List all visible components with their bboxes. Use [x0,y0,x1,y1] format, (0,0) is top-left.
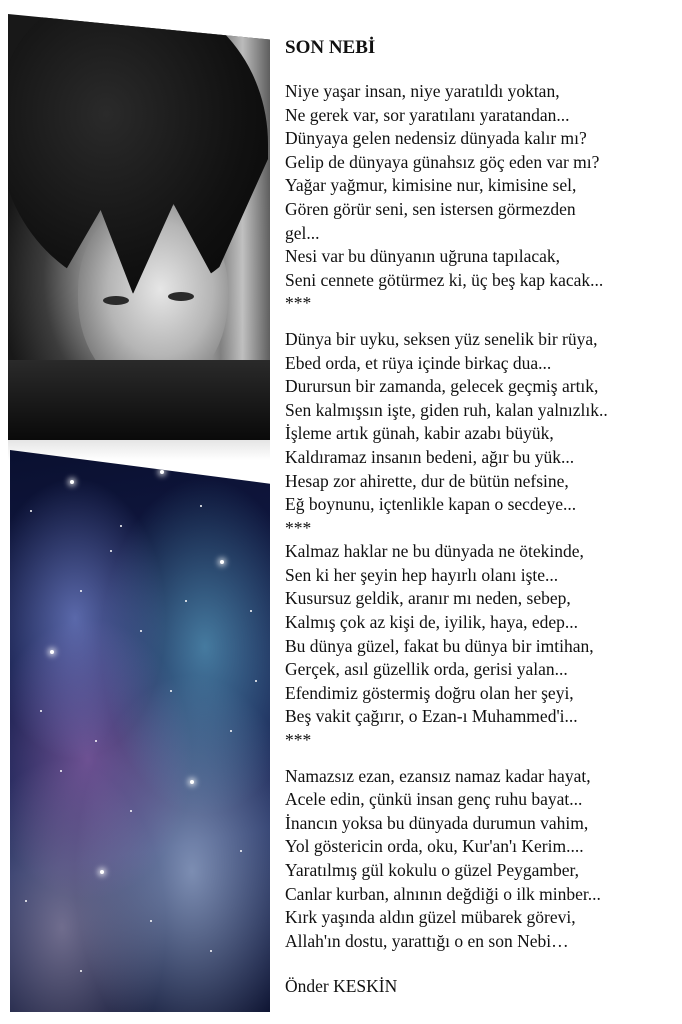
poem-line: Sen kalmışsın işte, giden ruh, kalan yalnızlık.. [285,399,608,420]
poem-line: Gören görür seni, sen istersen görmezden [285,198,576,219]
poem-stanza [285,540,677,752]
poem-line: İnancın yoksa bu dünyada durumun vahim, [285,812,589,833]
poem-line: Beş vakit çağırır, o Ezan-ı Muhammed'i... [285,706,578,727]
star [70,480,74,484]
space-image [10,450,270,1012]
poem-line: Niye yaşar insan, niye yaratıldı yoktan, [285,81,560,101]
star [130,810,132,812]
poem-title: SON NEBİ [285,37,376,58]
star [170,690,172,692]
star [100,870,104,874]
star [25,900,27,902]
star [40,710,42,712]
poem-line: İşleme artık günah, kabir azabı büyük, [285,423,554,444]
poem-line: Dünyaya gelen nedensiz dünyada kalır mı? [285,128,587,149]
poem-line: Durursun bir zamanda, gelecek geçmiş artık, [285,376,599,397]
star [140,630,142,632]
poem-line: Eğ boynunu, içtenlikle kapan o secdeye... [285,494,577,515]
star [250,610,252,612]
star [255,680,257,682]
poem-line: *** [285,730,312,751]
star [190,780,194,784]
poem-line: Yağar yağmur, kimisine nur, kimisine sel, [285,175,577,196]
poem-author: Önder KESKİN [285,976,398,997]
poem-line: Gerçek, asıl güzellik orda, gerisi yalan... [285,659,568,680]
poem-stanza [285,80,677,316]
poem-line: Dünya bir uyku, seksen yüz senelik bir rüya, [285,328,598,349]
poem-line: Kalmaz haklar ne bu dünyada ne ötekinde, [285,541,584,562]
poem-line: Kırk yaşında aldın güzel mübarek görevi, [285,907,576,928]
star [210,950,212,952]
poem [285,36,677,999]
poem-line: Acele edin, çünkü insan genç ruhu bayat... [285,789,583,810]
poem-line: Gelip de dünyaya günahsız göç eden var mı? [285,151,600,172]
star [80,970,82,972]
poem-line: Bu dünya güzel, fakat bu dünya bir imtihan, [285,635,594,656]
poem-line: Namazsız ezan, ezansız namaz kadar hayat, [285,765,591,786]
star [50,650,54,654]
stanza-gap [285,316,677,328]
poem-line: *** [285,293,312,314]
star [185,600,187,602]
poem-line: *** [285,517,312,538]
poem-line: Kaldıramaz insanın bedeni, ağır bu yük... [285,446,575,467]
star [240,850,242,852]
poem-line: Nesi var bu dünyanın uğruna tapılacak, [285,246,561,267]
poem-line: Yol göstericin orda, oku, Kur'an'ı Kerim.... [285,836,584,857]
poem-line: Kusursuz geldik, aranır mı neden, sebep, [285,588,571,609]
poem-line: Seni cennete götürmez ki, üç beş kap kacak... [285,269,604,290]
star [160,470,164,474]
star [150,920,152,922]
star [30,510,32,512]
poem-line: Yaratılmış gül kokulu o güzel Peygamber, [285,860,580,880]
poem-line: Allah'ın dostu, yarattığı o en son Nebi… [285,930,569,951]
portrait-photo [8,14,270,440]
star [95,740,97,742]
photo-shoulder [8,360,270,440]
star [80,590,82,592]
star [120,525,122,527]
stanza-gap [285,753,677,765]
poem-line: Efendimiz göstermiş doğru olan her şeyi, [285,682,574,703]
star [230,730,232,732]
star [60,770,62,772]
photo-eye-left [103,296,129,305]
star [220,560,224,564]
poem-line: Ebed orda, et rüya içinde birkaç dua... [285,352,552,373]
poem-line: gel... [285,222,320,243]
poem-line: Kalmış çok az kişi de, iyilik, haya, edep... [285,612,579,633]
poem-stanza [285,765,677,954]
poem-stanza [285,328,677,540]
poem-stanzas [285,80,677,953]
star [200,505,202,507]
star [110,550,112,552]
poem-line: Hesap zor ahirette, dur de bütün nefsine, [285,470,569,491]
poem-line: Sen ki her şeyin hep hayırlı olanı işte... [285,564,559,585]
photo-eye-right [168,292,194,301]
poem-line: Canlar kurban, alnının değdiği o ilk minber... [285,883,601,904]
poem-line: Ne gerek var, sor yaratılanı yaratandan... [285,104,570,125]
